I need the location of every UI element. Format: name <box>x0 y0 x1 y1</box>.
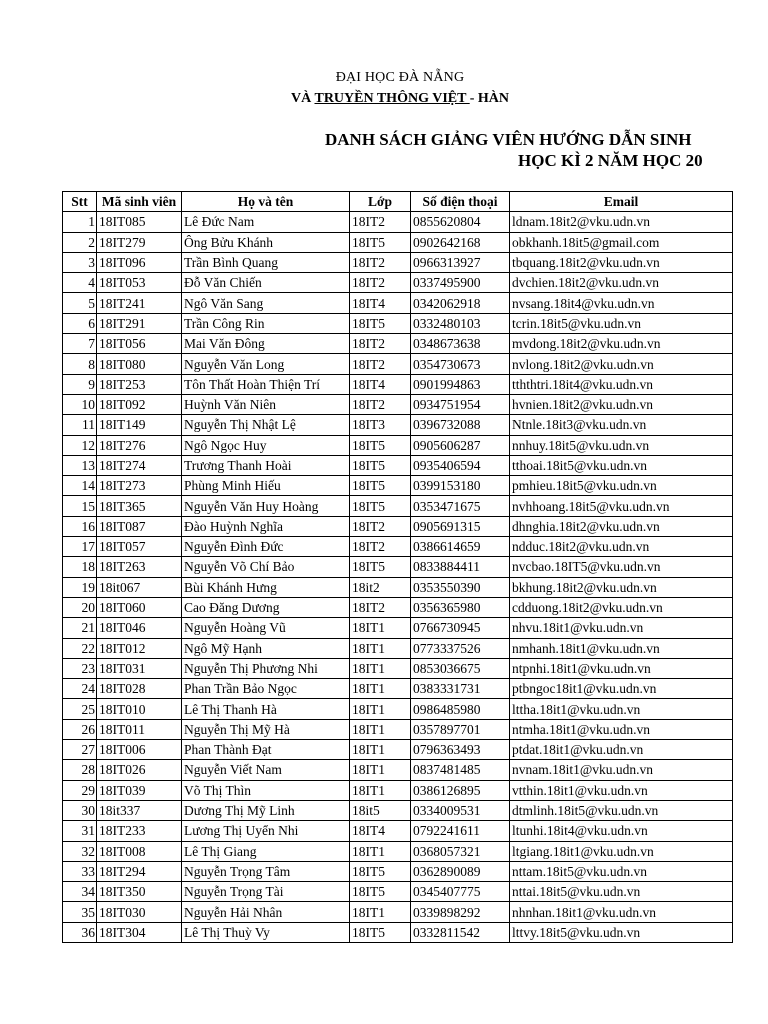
cell-class: 18IT2 <box>350 516 411 536</box>
cell-student-id: 18IT253 <box>97 374 182 394</box>
cell-stt: 28 <box>63 760 97 780</box>
cell-full-name: Nguyễn Đình Đức <box>182 537 350 557</box>
cell-class: 18IT5 <box>350 922 411 942</box>
cell-student-id: 18IT060 <box>97 597 182 617</box>
cell-stt: 1 <box>63 212 97 232</box>
table-row <box>63 516 733 536</box>
cell-stt: 16 <box>63 516 97 536</box>
cell-class: 18IT1 <box>350 679 411 699</box>
cell-full-name: Bùi Khánh Hưng <box>182 577 350 597</box>
cell-email: mvdong.18it2@vku.udn.vn <box>510 334 733 354</box>
cell-email: vtthin.18it1@vku.udn.vn <box>510 780 733 800</box>
cell-phone: 0383331731 <box>411 679 510 699</box>
cell-student-id: 18IT276 <box>97 435 182 455</box>
table-row <box>63 922 733 942</box>
table-row <box>63 760 733 780</box>
cell-student-id: 18IT011 <box>97 719 182 739</box>
cell-student-id: 18IT031 <box>97 658 182 678</box>
cell-email: ptdat.18it1@vku.udn.vn <box>510 740 733 760</box>
cell-student-id: 18IT087 <box>97 516 182 536</box>
cell-email: lttvy.18it5@vku.udn.vn <box>510 922 733 942</box>
cell-full-name: Trần Bình Quang <box>182 252 350 272</box>
cell-email: hvnien.18it2@vku.udn.vn <box>510 394 733 414</box>
table-row <box>63 557 733 577</box>
cell-class: 18IT4 <box>350 374 411 394</box>
cell-full-name: Ngô Mỹ Hạnh <box>182 638 350 658</box>
cell-student-id: 18IT006 <box>97 740 182 760</box>
table-row <box>63 415 733 435</box>
table-row <box>63 313 733 333</box>
cell-full-name: Nguyễn Trọng Tâm <box>182 861 350 881</box>
table-header-row <box>63 192 733 212</box>
table-row <box>63 252 733 272</box>
cell-class: 18IT5 <box>350 313 411 333</box>
cell-class: 18IT1 <box>350 780 411 800</box>
cell-class: 18IT2 <box>350 597 411 617</box>
table-row <box>63 273 733 293</box>
cell-phone: 0796363493 <box>411 740 510 760</box>
cell-email: dvchien.18it2@vku.udn.vn <box>510 273 733 293</box>
cell-student-id: 18IT046 <box>97 618 182 638</box>
cell-student-id: 18IT241 <box>97 293 182 313</box>
cell-full-name: Tôn Thất Hoàn Thiện Trí <box>182 374 350 394</box>
table-body <box>63 212 733 943</box>
cell-stt: 5 <box>63 293 97 313</box>
table-row <box>63 638 733 658</box>
cell-stt: 36 <box>63 922 97 942</box>
cell-class: 18IT2 <box>350 354 411 374</box>
cell-phone: 0855620804 <box>411 212 510 232</box>
student-table <box>62 191 733 943</box>
cell-student-id: 18IT294 <box>97 861 182 881</box>
cell-email: nvhhoang.18it5@vku.udn.vn <box>510 496 733 516</box>
cell-student-id: 18IT053 <box>97 273 182 293</box>
cell-student-id: 18IT273 <box>97 476 182 496</box>
cell-phone: 0356365980 <box>411 597 510 617</box>
cell-stt: 32 <box>63 841 97 861</box>
table-row <box>63 800 733 820</box>
cell-stt: 12 <box>63 435 97 455</box>
cell-student-id: 18it337 <box>97 800 182 820</box>
table-row <box>63 537 733 557</box>
cell-email: cdduong.18it2@vku.udn.vn <box>510 597 733 617</box>
table-row <box>63 821 733 841</box>
header-school-underlined: TRUYỀN THÔNG VIỆT <box>314 91 470 106</box>
cell-email: dtmlinh.18it5@vku.udn.vn <box>510 800 733 820</box>
cell-stt: 17 <box>63 537 97 557</box>
header-school-prefix: VÀ <box>291 91 315 106</box>
cell-email: ltgiang.18it1@vku.udn.vn <box>510 841 733 861</box>
cell-stt: 4 <box>63 273 97 293</box>
table-row <box>63 476 733 496</box>
cell-class: 18it2 <box>350 577 411 597</box>
table-row <box>63 577 733 597</box>
cell-student-id: 18IT057 <box>97 537 182 557</box>
cell-class: 18IT5 <box>350 435 411 455</box>
cell-phone: 0853036675 <box>411 658 510 678</box>
cell-stt: 9 <box>63 374 97 394</box>
cell-full-name: Nguyễn Trọng Tài <box>182 882 350 902</box>
table-row <box>63 780 733 800</box>
table-row <box>63 394 733 414</box>
cell-phone: 0332811542 <box>411 922 510 942</box>
cell-full-name: Nguyễn Võ Chí Bảo <box>182 557 350 577</box>
cell-full-name: Nguyễn Văn Huy Hoàng <box>182 496 350 516</box>
table-row <box>63 374 733 394</box>
cell-student-id: 18IT080 <box>97 354 182 374</box>
cell-email: nhvu.18it1@vku.udn.vn <box>510 618 733 638</box>
cell-email: nmhanh.18it1@vku.udn.vn <box>510 638 733 658</box>
cell-stt: 3 <box>63 252 97 272</box>
cell-phone: 0905691315 <box>411 516 510 536</box>
document-subtitle: HỌC KÌ 2 NĂM HỌC 20 <box>518 151 703 170</box>
cell-class: 18IT1 <box>350 719 411 739</box>
cell-phone: 0353550390 <box>411 577 510 597</box>
cell-phone: 0332480103 <box>411 313 510 333</box>
cell-stt: 22 <box>63 638 97 658</box>
cell-class: 18IT5 <box>350 455 411 475</box>
cell-stt: 20 <box>63 597 97 617</box>
cell-stt: 10 <box>63 394 97 414</box>
cell-student-id: 18IT012 <box>97 638 182 658</box>
column-header-email: Email <box>510 192 733 212</box>
cell-email: ptbngoc18it1@vku.udn.vn <box>510 679 733 699</box>
cell-stt: 34 <box>63 882 97 902</box>
cell-email: ntpnhi.18it1@vku.udn.vn <box>510 658 733 678</box>
column-header-phone: Số điện thoại <box>411 192 510 212</box>
cell-full-name: Lương Thị Uyển Nhi <box>182 821 350 841</box>
cell-full-name: Trương Thanh Hoài <box>182 455 350 475</box>
cell-stt: 18 <box>63 557 97 577</box>
cell-email: tcrin.18it5@vku.udn.vn <box>510 313 733 333</box>
document-title: DANH SÁCH GIẢNG VIÊN HƯỚNG DẪN SINH <box>325 130 692 149</box>
cell-full-name: Ngô Văn Sang <box>182 293 350 313</box>
cell-class: 18IT2 <box>350 273 411 293</box>
cell-class: 18IT4 <box>350 293 411 313</box>
header-university: ĐẠI HỌC ĐÀ NẴNG <box>335 70 465 85</box>
cell-stt: 8 <box>63 354 97 374</box>
cell-email: ndduc.18it2@vku.udn.vn <box>510 537 733 557</box>
table-row <box>63 699 733 719</box>
cell-student-id: 18IT008 <box>97 841 182 861</box>
cell-phone: 0773337526 <box>411 638 510 658</box>
cell-stt: 35 <box>63 902 97 922</box>
cell-phone: 0345407775 <box>411 882 510 902</box>
cell-stt: 11 <box>63 415 97 435</box>
cell-phone: 0334009531 <box>411 800 510 820</box>
cell-full-name: Nguyễn Văn Long <box>182 354 350 374</box>
cell-full-name: Đỗ Văn Chiến <box>182 273 350 293</box>
column-header-stt: Stt <box>63 192 97 212</box>
table-row <box>63 354 733 374</box>
cell-student-id: 18IT039 <box>97 780 182 800</box>
cell-phone: 0792241611 <box>411 821 510 841</box>
cell-student-id: 18IT304 <box>97 922 182 942</box>
cell-full-name: Phan Thành Đạt <box>182 740 350 760</box>
table-row <box>63 861 733 881</box>
cell-stt: 21 <box>63 618 97 638</box>
cell-phone: 0386614659 <box>411 537 510 557</box>
cell-full-name: Trần Công Rin <box>182 313 350 333</box>
cell-email: nvsang.18it4@vku.udn.vn <box>510 293 733 313</box>
cell-full-name: Ngô Ngọc Huy <box>182 435 350 455</box>
cell-full-name: Đào Huỳnh Nghĩa <box>182 516 350 536</box>
cell-class: 18IT1 <box>350 841 411 861</box>
cell-stt: 19 <box>63 577 97 597</box>
cell-class: 18IT4 <box>350 821 411 841</box>
cell-full-name: Nguyễn Viết Nam <box>182 760 350 780</box>
cell-stt: 33 <box>63 861 97 881</box>
column-header-full-name: Họ và tên <box>182 192 350 212</box>
cell-student-id: 18IT096 <box>97 252 182 272</box>
cell-class: 18IT2 <box>350 537 411 557</box>
table-row <box>63 902 733 922</box>
cell-student-id: 18IT350 <box>97 882 182 902</box>
cell-class: 18IT5 <box>350 557 411 577</box>
cell-full-name: Lê Thị Giang <box>182 841 350 861</box>
cell-student-id: 18IT010 <box>97 699 182 719</box>
cell-full-name: Nguyễn Thị Phương Nhi <box>182 658 350 678</box>
cell-email: obkhanh.18it5@gmail.com <box>510 232 733 252</box>
table-row <box>63 232 733 252</box>
cell-full-name: Dương Thị Mỹ Linh <box>182 800 350 820</box>
cell-phone: 0362890089 <box>411 861 510 881</box>
cell-class: 18IT2 <box>350 334 411 354</box>
table-row <box>63 455 733 475</box>
cell-phone: 0901994863 <box>411 374 510 394</box>
table-row <box>63 597 733 617</box>
cell-stt: 2 <box>63 232 97 252</box>
cell-class: 18IT5 <box>350 882 411 902</box>
cell-email: tththtri.18it4@vku.udn.vn <box>510 374 733 394</box>
cell-phone: 0342062918 <box>411 293 510 313</box>
cell-full-name: Phùng Minh Hiếu <box>182 476 350 496</box>
header-school-suffix: - HÀN <box>469 91 509 106</box>
cell-full-name: Phan Trần Bảo Ngọc <box>182 679 350 699</box>
cell-full-name: Võ Thị Thìn <box>182 780 350 800</box>
cell-class: 18IT1 <box>350 618 411 638</box>
cell-full-name: Ông Bửu Khánh <box>182 232 350 252</box>
cell-phone: 0354730673 <box>411 354 510 374</box>
table-row <box>63 658 733 678</box>
cell-stt: 14 <box>63 476 97 496</box>
table-row <box>63 740 733 760</box>
cell-email: tbquang.18it2@vku.udn.vn <box>510 252 733 272</box>
cell-stt: 26 <box>63 719 97 739</box>
cell-email: nttam.18it5@vku.udn.vn <box>510 861 733 881</box>
cell-student-id: 18IT085 <box>97 212 182 232</box>
cell-class: 18IT5 <box>350 476 411 496</box>
cell-phone: 0837481485 <box>411 760 510 780</box>
cell-stt: 25 <box>63 699 97 719</box>
table-row <box>63 679 733 699</box>
cell-student-id: 18it067 <box>97 577 182 597</box>
cell-stt: 24 <box>63 679 97 699</box>
cell-phone: 0348673638 <box>411 334 510 354</box>
column-header-student-id: Mã sinh viên <box>97 192 182 212</box>
cell-class: 18it5 <box>350 800 411 820</box>
cell-email: ntmha.18it1@vku.udn.vn <box>510 719 733 739</box>
column-header-class: Lớp <box>350 192 411 212</box>
cell-student-id: 18IT263 <box>97 557 182 577</box>
cell-phone: 0357897701 <box>411 719 510 739</box>
cell-phone: 0353471675 <box>411 496 510 516</box>
cell-phone: 0396732088 <box>411 415 510 435</box>
cell-class: 18IT1 <box>350 658 411 678</box>
cell-class: 18IT3 <box>350 415 411 435</box>
cell-full-name: Nguyễn Thị Mỹ Hà <box>182 719 350 739</box>
cell-email: nvcbao.18IT5@vku.udn.vn <box>510 557 733 577</box>
cell-stt: 6 <box>63 313 97 333</box>
cell-phone: 0339898292 <box>411 902 510 922</box>
cell-phone: 0766730945 <box>411 618 510 638</box>
cell-full-name: Huỳnh Văn Niên <box>182 394 350 414</box>
cell-full-name: Cao Đăng Dương <box>182 597 350 617</box>
cell-student-id: 18IT233 <box>97 821 182 841</box>
cell-student-id: 18IT056 <box>97 334 182 354</box>
cell-email: pmhieu.18it5@vku.udn.vn <box>510 476 733 496</box>
cell-email: tthoai.18it5@vku.udn.vn <box>510 455 733 475</box>
cell-student-id: 18IT026 <box>97 760 182 780</box>
table-row <box>63 496 733 516</box>
table-row <box>63 435 733 455</box>
cell-email: nhnhan.18it1@vku.udn.vn <box>510 902 733 922</box>
cell-phone: 0935406594 <box>411 455 510 475</box>
cell-stt: 7 <box>63 334 97 354</box>
cell-class: 18IT2 <box>350 394 411 414</box>
cell-class: 18IT2 <box>350 212 411 232</box>
cell-class: 18IT1 <box>350 699 411 719</box>
cell-student-id: 18IT149 <box>97 415 182 435</box>
cell-class: 18IT1 <box>350 740 411 760</box>
cell-class: 18IT1 <box>350 760 411 780</box>
cell-class: 18IT5 <box>350 232 411 252</box>
cell-email: ltunhi.18it4@vku.udn.vn <box>510 821 733 841</box>
cell-student-id: 18IT274 <box>97 455 182 475</box>
cell-phone: 0368057321 <box>411 841 510 861</box>
cell-full-name: Lê Thị Thanh Hà <box>182 699 350 719</box>
title-clip-region <box>0 0 705 180</box>
table-row <box>63 719 733 739</box>
cell-student-id: 18IT279 <box>97 232 182 252</box>
cell-full-name: Mai Văn Đông <box>182 334 350 354</box>
table-row <box>63 841 733 861</box>
cell-phone: 0966313927 <box>411 252 510 272</box>
cell-class: 18IT1 <box>350 902 411 922</box>
cell-email: dhnghia.18it2@vku.udn.vn <box>510 516 733 536</box>
table-row <box>63 293 733 313</box>
cell-student-id: 18IT028 <box>97 679 182 699</box>
cell-full-name: Lê Đức Nam <box>182 212 350 232</box>
cell-class: 18IT1 <box>350 638 411 658</box>
cell-phone: 0337495900 <box>411 273 510 293</box>
cell-email: nvlong.18it2@vku.udn.vn <box>510 354 733 374</box>
cell-class: 18IT5 <box>350 496 411 516</box>
cell-email: bkhung.18it2@vku.udn.vn <box>510 577 733 597</box>
cell-phone: 0399153180 <box>411 476 510 496</box>
cell-email: lttha.18it1@vku.udn.vn <box>510 699 733 719</box>
cell-phone: 0934751954 <box>411 394 510 414</box>
table-row <box>63 618 733 638</box>
table-row <box>63 882 733 902</box>
cell-stt: 31 <box>63 821 97 841</box>
cell-full-name: Lê Thị Thuỳ Vy <box>182 922 350 942</box>
cell-stt: 27 <box>63 740 97 760</box>
table-row <box>63 212 733 232</box>
cell-phone: 0902642168 <box>411 232 510 252</box>
table-row <box>63 334 733 354</box>
cell-email: nttai.18it5@vku.udn.vn <box>510 882 733 902</box>
cell-email: nvnam.18it1@vku.udn.vn <box>510 760 733 780</box>
cell-phone: 0833884411 <box>411 557 510 577</box>
cell-class: 18IT2 <box>350 252 411 272</box>
cell-phone: 0905606287 <box>411 435 510 455</box>
cell-student-id: 18IT365 <box>97 496 182 516</box>
cell-student-id: 18IT291 <box>97 313 182 333</box>
cell-email: nnhuy.18it5@vku.udn.vn <box>510 435 733 455</box>
cell-stt: 13 <box>63 455 97 475</box>
cell-stt: 29 <box>63 780 97 800</box>
cell-stt: 30 <box>63 800 97 820</box>
cell-student-id: 18IT092 <box>97 394 182 414</box>
cell-full-name: Nguyễn Hoàng Vũ <box>182 618 350 638</box>
cell-phone: 0386126895 <box>411 780 510 800</box>
cell-full-name: Nguyễn Hải Nhân <box>182 902 350 922</box>
cell-stt: 15 <box>63 496 97 516</box>
cell-student-id: 18IT030 <box>97 902 182 922</box>
cell-class: 18IT5 <box>350 861 411 881</box>
cell-phone: 0986485980 <box>411 699 510 719</box>
cell-stt: 23 <box>63 658 97 678</box>
cell-email: Ntnle.18it3@vku.udn.vn <box>510 415 733 435</box>
cell-full-name: Nguyễn Thị Nhật Lệ <box>182 415 350 435</box>
cell-email: ldnam.18it2@vku.udn.vn <box>510 212 733 232</box>
